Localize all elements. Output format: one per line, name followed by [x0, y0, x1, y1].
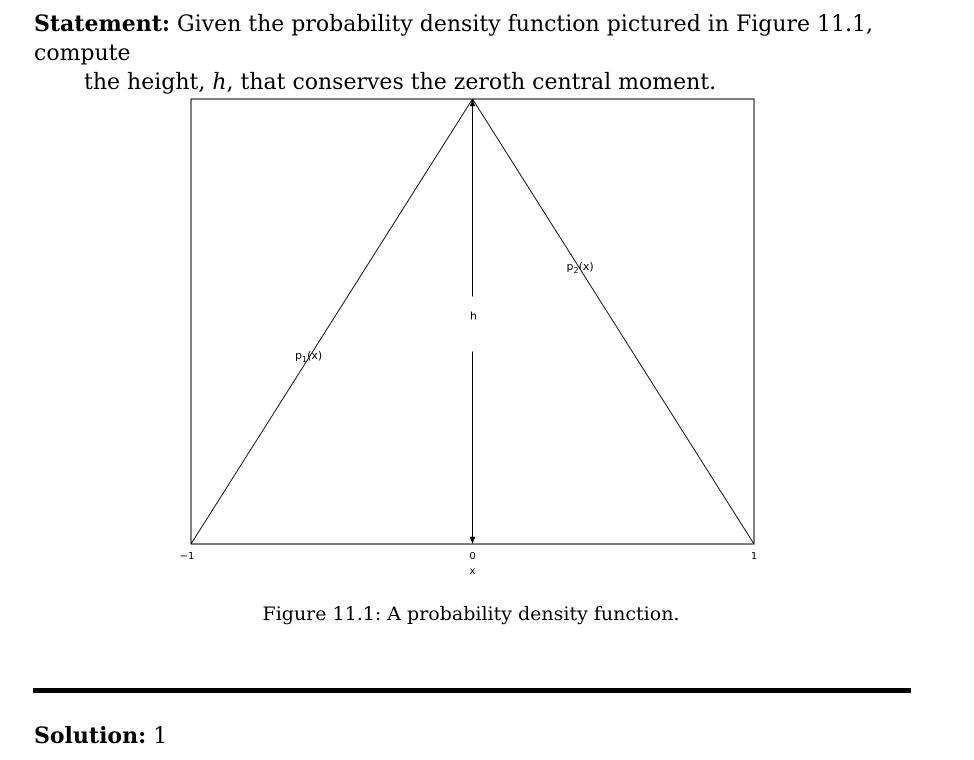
series-label-p1-sub: 1 — [301, 355, 308, 364]
series-label-p2-tail: (x) — [578, 260, 594, 273]
series-label-p2 — [567, 260, 594, 275]
statement-text-2b: , that conserves the zeroth central moment. — [226, 70, 717, 95]
section-divider — [33, 688, 911, 693]
series-line-p1 — [191, 99, 473, 544]
solution-label: Solution: — [34, 723, 147, 749]
series-line-p2 — [473, 99, 755, 544]
x-axis-label: x — [469, 566, 476, 577]
solution — [34, 723, 167, 749]
x-tick-label-0: 0 — [469, 551, 476, 562]
statement-text-2a: the height, — [84, 70, 213, 95]
x-tick-label-1: 1 — [750, 551, 758, 562]
series-label-p2-sub: 2 — [573, 266, 579, 275]
statement-text-1: Given the probability density function pictured in Figure 11.1, compute — [34, 12, 874, 66]
solution-value: 1 — [153, 724, 168, 749]
figure-caption: Figure 11.1: A probability density function. — [262, 603, 680, 625]
height-label: h — [470, 309, 477, 323]
series-label-p1-tail: (x) — [307, 349, 323, 362]
series-label-p1 — [295, 349, 322, 364]
series-label-p2-base: p — [566, 260, 574, 273]
x-tick-label-minus-1: −1 — [179, 551, 195, 562]
statement-variable-h: h — [212, 70, 227, 95]
series-label-p1-base: p — [295, 349, 302, 362]
statement-label: Statement: — [34, 11, 171, 37]
